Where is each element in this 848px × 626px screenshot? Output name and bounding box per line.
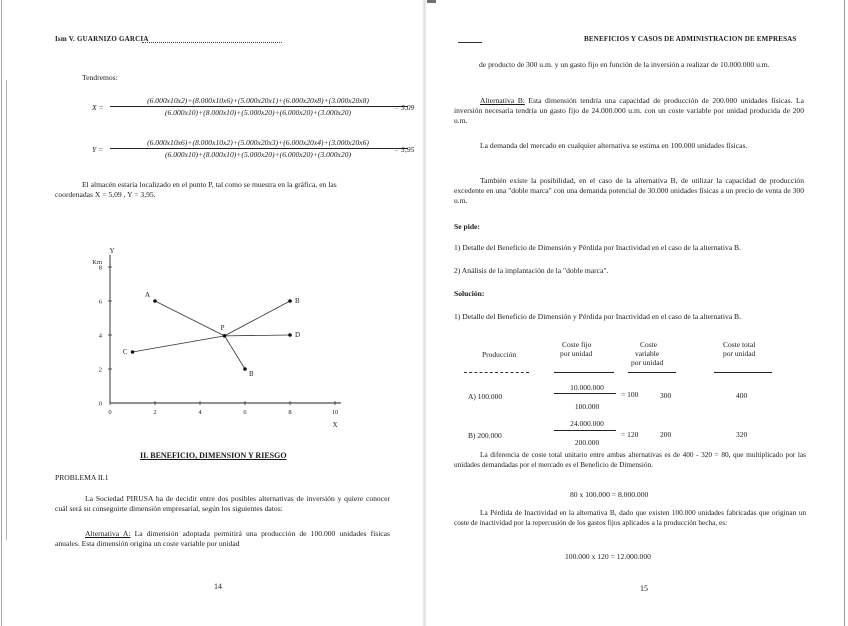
- table-cell-numerator: 24.000.000: [570, 419, 604, 428]
- connector-line: [225, 335, 290, 336]
- table-rule: [554, 372, 614, 373]
- section-title: II. BENEFICIO, DIMENSION Y RIESGO: [140, 451, 287, 460]
- data-point: [243, 367, 247, 371]
- right-page: [424, 0, 848, 626]
- alternative-a-paragraph: [55, 529, 390, 549]
- table-cell-fixed-result: = 100: [621, 390, 639, 399]
- table-header-variable-line1: Coste: [640, 340, 658, 349]
- data-point-label: B: [249, 370, 254, 378]
- alternative-b-text: Esta dimensión tendría una capacidad de producción de 200.000 unidades físicas. La inversión necesaria tendría un gasto fijo de 24.000.000 u.m. con un coste variable por unidad producida de 200 u.m.: [454, 96, 805, 126]
- table-cell-fixed-result: = 120: [621, 430, 639, 439]
- alternative-b-label: Alternativa B:: [480, 96, 525, 105]
- table-header-total-line2: por unidad: [723, 349, 756, 358]
- data-point: [223, 334, 227, 338]
- table-header-variable-line3: por unidad: [631, 358, 664, 367]
- tenemos-text: Tendremos:: [82, 73, 118, 82]
- conclusion-line-1: El almacén estaría localizado en el punto P, tal como se muestra en la gráfica, en las: [82, 180, 337, 189]
- solution-1-heading: 1) Detalle del Beneficio de Dimensión y Pérdida por Inactividad en el caso de la alternativa B.: [454, 312, 741, 321]
- calculation-2: 100.000 x 120 = 12.000.000: [565, 552, 651, 561]
- left-page-header: Ism V. GUARNIZO GARCIA: [55, 35, 149, 43]
- conclusion-line-2: coordenadas X = 5,09 , Y = 3,95.: [55, 190, 156, 199]
- table-cell-denominator: 200.000: [574, 438, 600, 447]
- question-2: 2) Análisis de la implantación de la "doble marca".: [454, 266, 609, 275]
- connector-line: [133, 336, 225, 352]
- calculation-1: 80 x 100.000 = 8.000.000: [570, 490, 649, 499]
- equation-x-lhs: X =: [92, 103, 104, 112]
- question-1: 1) Detalle del Beneficio de Dimensión y Pérdida por Inactividad en el caso de la alternativa B.: [454, 243, 741, 252]
- y-tick-label: 4: [98, 332, 102, 340]
- loss-paragraph: La Pérdida de Inactividad en la alternativa B, dado que existen 100.000 unidades fabricadas que originan un coste de inactividad por la repercusión de los gastos fijos aplicados a la producción hecha, es:: [454, 508, 806, 528]
- equation-y-fraction-bar: [110, 148, 408, 149]
- table-cell-numerator: 10.000.000: [570, 383, 604, 392]
- equation-x-result: = 5,09: [394, 103, 415, 112]
- table-cell-production: A) 100.000: [468, 392, 503, 401]
- x-tick-label: 6: [243, 409, 247, 416]
- equation-x-fraction-bar: [110, 106, 408, 107]
- table-header-fixed-line2: por unidad: [560, 349, 593, 358]
- table-cell-total: 320: [736, 430, 748, 439]
- y-tick-label: 8: [98, 264, 102, 272]
- table-rule: [464, 372, 529, 373]
- y-axis-unit-label: Km: [92, 259, 102, 266]
- doble-marca-paragraph: También existe la posibilidad, en el caso de la alternativa B, de utilizar la capacidad de producción excedente en una "doble marca" con una demanda potencial de 30.000 unidades físicas a un precio de venta de 300 u.m.: [454, 176, 804, 206]
- table-cell-variable: 300: [660, 391, 672, 400]
- alternative-b-paragraph: [454, 96, 804, 127]
- y-tick-label: 0: [98, 400, 102, 408]
- right-page-header: BENEFICIOS Y CASOS DE ADMINISTRACION DE EMPRESAS: [584, 35, 797, 43]
- data-point-label: B: [295, 297, 300, 305]
- scan-edge-line: [844, 0, 845, 626]
- data-point-label: A: [144, 291, 150, 299]
- table-cell-production: B) 200.000: [468, 431, 502, 440]
- equation-y-lhs: Y =: [92, 145, 104, 154]
- table-header-variable-line2: variable: [635, 349, 660, 358]
- data-point-label: P: [220, 323, 225, 332]
- difference-paragraph: La diferencia de coste total unitario entre ambas alternativas es de 400 - 320 = 80, que multiplicado por las unidades demandadas por el mercado es el Beneficio de Dimensión.: [454, 450, 806, 470]
- x-tick-label: 4: [198, 409, 202, 416]
- equation-x-denominator: (6.000x10)+(8.000x10)+(5.000x20)+(6.000x20)+(3.000x20): [164, 108, 352, 117]
- problem-title: PROBLEMA II.1: [55, 473, 109, 482]
- x-tick-label: 2: [153, 409, 157, 416]
- connector-line: [155, 301, 225, 336]
- data-point: [131, 350, 135, 354]
- alternative-a-label: Alternativa A:: [85, 529, 131, 538]
- y-tick-label: 2: [98, 366, 102, 374]
- problem-paragraph: La Sociedad PIRUSA ha de decidir entre dos posibles alternativas de inversión y quiere conocer cuál será su conseguirte dimensión empresarial, según los siguientes datos:: [55, 494, 390, 514]
- x-axis-label: X: [332, 421, 338, 429]
- continuation-paragraph: de producto de 300 u.m. y un gasto fijo en función de la inversión a realizar de 10.000.000 u.m.: [479, 60, 770, 69]
- se-pide-heading: Se pide:: [454, 222, 480, 231]
- table-fraction-bar: [554, 430, 616, 431]
- scan-mark: [427, 0, 436, 3]
- solucion-heading: Solución:: [454, 289, 485, 298]
- y-tick-label: 6: [98, 298, 102, 306]
- table-rule: [628, 372, 676, 373]
- equation-y-numerator: (6.000x10x6)+(8.000x10x2)+(5.000x20x3)+(6.000x20x4)+(3.000x20x6): [147, 138, 369, 147]
- data-point-label: D: [295, 331, 301, 339]
- data-point: [153, 299, 157, 303]
- scan-edge-line: [1, 0, 2, 626]
- table-rule: [714, 372, 772, 373]
- header-dotted-line: [142, 42, 282, 43]
- table-header-total-line1: Coste total: [723, 340, 756, 349]
- x-tick-label: 10: [331, 409, 339, 416]
- table-header-fixed-line1: Coste fijo: [562, 340, 592, 349]
- data-point: [288, 333, 292, 337]
- equation-y-result: = 3,95: [394, 145, 415, 154]
- scan-edge-line: [6, 80, 7, 540]
- table-cell-total: 400: [736, 391, 748, 400]
- y-axis-label: Y: [109, 247, 115, 255]
- alternative-a-text: La dimensión adoptada permitirá una producción de 100.000 unidades físicas anuales. Esta dimensión origina un coste variable por unidad: [55, 529, 390, 549]
- table-cell-denominator: 100.000: [574, 402, 600, 411]
- equation-x-numerator: (6.000x10x2)+(8.000x10x6)+(5.000x20x1)+(6.000x20x8)+(3.000x20x8): [147, 96, 369, 105]
- x-tick-label: 8: [288, 409, 292, 416]
- left-page-number: 14: [214, 582, 222, 591]
- header-dash: [458, 42, 482, 43]
- x-tick-label: 0: [108, 409, 112, 416]
- right-page-number: 15: [640, 584, 648, 593]
- location-chart: [85, 240, 360, 435]
- equation-y-denominator: (6.000x10)+(8.000x10)+(5.000x20)+(6.000x20)+(3.000x20): [164, 150, 352, 159]
- table-fraction-bar: [554, 393, 616, 394]
- connector-line: [225, 336, 245, 369]
- demand-paragraph: La demanda del mercado en cualquier alternativa se estima en 100.000 unidades físicas.: [480, 141, 748, 150]
- connector-line: [225, 301, 290, 336]
- data-point: [288, 299, 292, 303]
- data-point-label: C: [122, 348, 128, 356]
- table-cell-variable: 200: [660, 430, 672, 439]
- table-header-produccion: Producción: [482, 350, 517, 359]
